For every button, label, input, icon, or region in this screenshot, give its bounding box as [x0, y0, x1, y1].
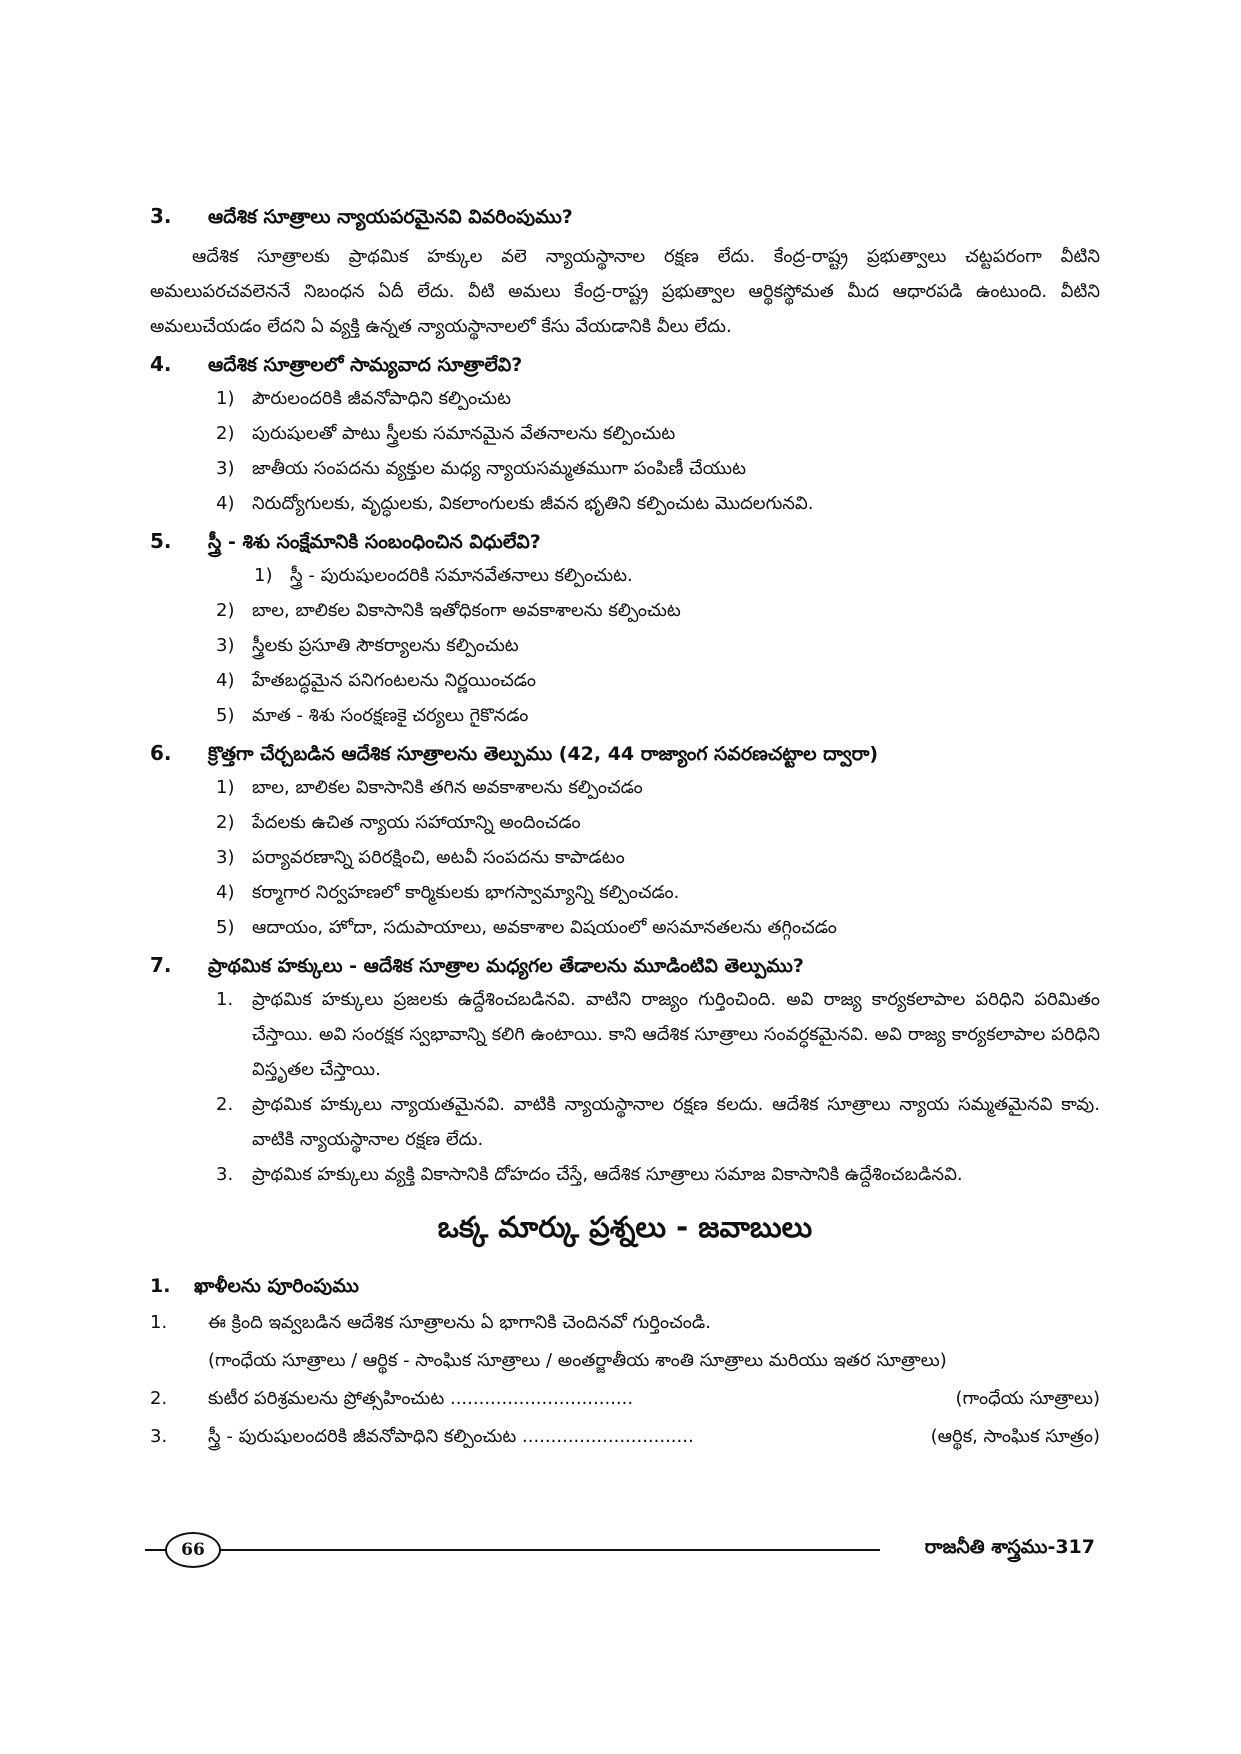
item-text: పేదలకు ఉచిత న్యాయ సహాయాన్ని అందించడం [252, 812, 581, 833]
item-number: 3. [216, 1164, 234, 1185]
item-text: స్త్రీలకు ప్రసూతి సౌకర్యాలను కల్పించుట [252, 635, 519, 656]
page-footer [145, 1530, 1095, 1570]
question-number: 6. [150, 741, 172, 765]
item-text: ప్రాథమిక హక్కులు న్యాయతమైనవి. వాటికి న్యాయస్థానాల రక్షణ కలదు. ఆదేశిక సూత్రాలు న్యాయ సమ్మతమైనవి కావు. వాటికి న్యాయస్థానాల రక్షణ లేదు. [252, 1094, 1100, 1150]
book-title: రాజనీతి శాస్త్రము-317 [924, 1536, 1095, 1558]
section-title: ఒక్క మార్కు ప్రశ్నలు - జవాబులు [437, 1210, 813, 1244]
item-text: స్త్రీ - పురుషులందరికి సమానవేతనాలు కల్పించుట. [290, 565, 633, 586]
list-item [150, 663, 1100, 698]
item-text: బాల, బాలికల వికాసానికి తగిన అవకాశాలను కల్పించడం [252, 777, 643, 798]
answer-text: ఆదేశిక సూత్రాలకు ప్రాథమిక హక్కుల వలె న్యాయస్థానాల రక్షణ లేదు. కేంద్ర-రాష్ట్ర ప్రభుత్వాలు చట్టపరంగా వీటిని అమలుపరచవలెననే నిబంధన ఏదీ లేదు. వీటి అమలు కేంద్ర-రాష్ట్ర ప్రభుత్వాల ఆర్థికస్థోమత మీద ఆధారపడి ఉంటుంది. వీటిని అమలుచేయడం లేదని ఏ వ్యక్తి ఉన్నత న్యాయస్థానాలలో కేసు వేయడానికి వీలు లేదు. [150, 246, 1100, 337]
page-number: 66 [181, 1540, 205, 1560]
list-item [150, 910, 1100, 945]
list-item [150, 982, 1100, 1087]
question-number: 3. [150, 204, 172, 228]
list-item [150, 698, 1100, 733]
item-text: ప్రాథమిక హక్కులు ప్రజలకు ఉద్దేశించబడినవి. వాటిని రాజ్యం గుర్తించింది. అవి రాజ్య కార్యకలాపాల పరిధిని పరిమితం చేస్తాయి. అవి సంరక్షక స్వభావాన్ని కలిగి ఉంటాయి. కాని ఆదేశిక సూత్రాలు సంవర్ధకమైనవి. అవి రాజ్య కార్యకలాపాల పరిధిని విస్తృతల చేస్తాయి. [252, 989, 1100, 1080]
list-item [150, 840, 1100, 875]
item-number: 1) [254, 565, 273, 586]
question-5 [150, 529, 1100, 558]
item-number: 2) [216, 812, 235, 833]
item-number: 2) [216, 423, 235, 444]
item-text: బాల, బాలికల వికాసానికి ఇతోధికంగా అవకాశాలను కల్పించుట [252, 600, 681, 621]
item-number: 5) [216, 705, 235, 726]
item-text: జాతీయ సంపదను వ్యక్తుల మధ్య న్యాయసమ్మతముగా పంపిణీ చేయుట [252, 458, 747, 479]
item-text: ఆదాయం, హోదా, సదుపాయాలు, అవకాశాల విషయంలో అసమానతలను తగ్గించడం [252, 917, 837, 938]
fill-row [150, 1342, 1100, 1380]
item-text: హేతబద్ధమైన పనిగంటలను నిర్ణయించడం [252, 670, 536, 691]
list-item [150, 451, 1100, 486]
question-6 [150, 741, 1100, 770]
row-text: స్త్రీ - పురుషులందరికి జీవనోపాధిని కల్పించుట .............................. [208, 1426, 694, 1447]
item-text: పర్యావరణాన్ని పరిరక్షించి, అటవీ సంపదను కాపాడటం [252, 847, 625, 868]
item-text: పౌరులందరికి జీవనోపాధిని కల్పించుట [252, 388, 512, 409]
fill-row [150, 1304, 1100, 1342]
item-number: 1. [216, 989, 234, 1010]
page-number-badge [165, 1532, 221, 1568]
fill-row [150, 1380, 1100, 1418]
item-number: 4) [216, 493, 235, 514]
page-content [150, 196, 1100, 1456]
item-number: 2) [216, 600, 235, 621]
list-item [150, 805, 1100, 840]
list-item [150, 770, 1100, 805]
question-3 [150, 204, 1100, 233]
item-number: 5) [216, 917, 235, 938]
list-item [150, 381, 1100, 416]
answer-paragraph [150, 239, 1100, 344]
row-text: ఈ క్రింది ఇవ్వబడిన ఆదేశిక సూత్రాలను ఏ భాగానికి చెందినవో గుర్తించండి. [208, 1312, 711, 1333]
question-text: ఆదేశిక సూత్రాలు న్యాయపరమైనవి వివరింపుము? [208, 206, 573, 228]
item-text: మాత - శిశు సంరక్షణకై చర్యలు గైకొనడం [252, 705, 529, 726]
item-number: 3) [216, 847, 235, 868]
item-text: పురుషులతో పాటు స్త్రీలకు సమానమైన వేతనాలను కల్పించుట [252, 423, 676, 444]
question-text: క్రొత్తగా చేర్చబడిన ఆదేశిక సూత్రాలను తెల్పుము (42, 44 రాజ్యాంగ సవరణచట్టాల ద్వారా) [208, 743, 879, 765]
item-number: 4) [216, 670, 235, 691]
question-text: స్త్రీ - శిశు సంక్షేమానికి సంబంధించిన విధులేవి? [208, 531, 541, 553]
row-number: 2. [150, 1388, 168, 1409]
list-item [150, 875, 1100, 910]
list-item [150, 593, 1100, 628]
item-text: నిరుద్యోగులకు, వృద్ధులకు, వికలాంగులకు జీవన భృతిని కల్పించుట మొదలగునవి. [252, 493, 814, 514]
question-7 [150, 953, 1100, 982]
list-item [150, 1087, 1100, 1157]
item-number: 1) [216, 777, 235, 798]
row-number: 3. [150, 1426, 168, 1447]
item-number: 1) [216, 388, 235, 409]
item-text: ప్రాథమిక హక్కులు వ్యక్తి వికాసానికి దోహదం చేస్తే, ఆదేశిక సూత్రాలు సమాజ వికాసానికి ఉద్దేశించబడినవి. [252, 1164, 963, 1185]
row-answer: (ఆర్థిక, సాంఘిక సూత్రం) [930, 1426, 1100, 1447]
exercise-title: ఖాళీలను పూరింపుము [194, 1275, 359, 1297]
list-item [150, 1157, 1100, 1192]
question-4 [150, 352, 1100, 381]
list-item [150, 628, 1100, 663]
question-text: ప్రాథమిక హక్కులు - ఆదేశిక సూత్రాల మధ్యగల తేడాలను మూడింటివి తెల్పుము? [208, 955, 804, 977]
row-answer: (గాంధేయ సూత్రాలు) [955, 1388, 1100, 1409]
fill-row [150, 1418, 1100, 1456]
question-number: 4. [150, 352, 172, 376]
question-number: 5. [150, 529, 172, 553]
row-text: కుటీర పరిశ్రమలను ప్రోత్సహించుట ................................ [208, 1388, 634, 1409]
item-number: 3) [216, 635, 235, 656]
item-number: 3) [216, 458, 235, 479]
list-item [150, 558, 1100, 593]
row-text: (గాంధేయ సూత్రాలు / ఆర్థిక - సాంఘిక సూత్రాలు / అంతర్జాతీయ శాంతి సూత్రాలు మరియు ఇతర సూత్రాలు) [208, 1350, 947, 1371]
row-number: 1. [150, 1312, 168, 1333]
footer-rule [145, 1549, 880, 1551]
question-number: 7. [150, 953, 172, 977]
list-item [150, 416, 1100, 451]
item-number: 4) [216, 882, 235, 903]
item-text: కర్మాగార నిర్వహణలో కార్మికులకు భాగస్వామ్యాన్ని కల్పించడం. [252, 882, 680, 903]
item-number: 2. [216, 1094, 234, 1115]
exercise-heading [150, 1268, 1100, 1304]
question-text: ఆదేశిక సూత్రాలలో సామ్యవాద సూత్రాలేవి? [208, 354, 523, 376]
list-item [150, 486, 1100, 521]
exercise-number: 1. [150, 1275, 171, 1297]
